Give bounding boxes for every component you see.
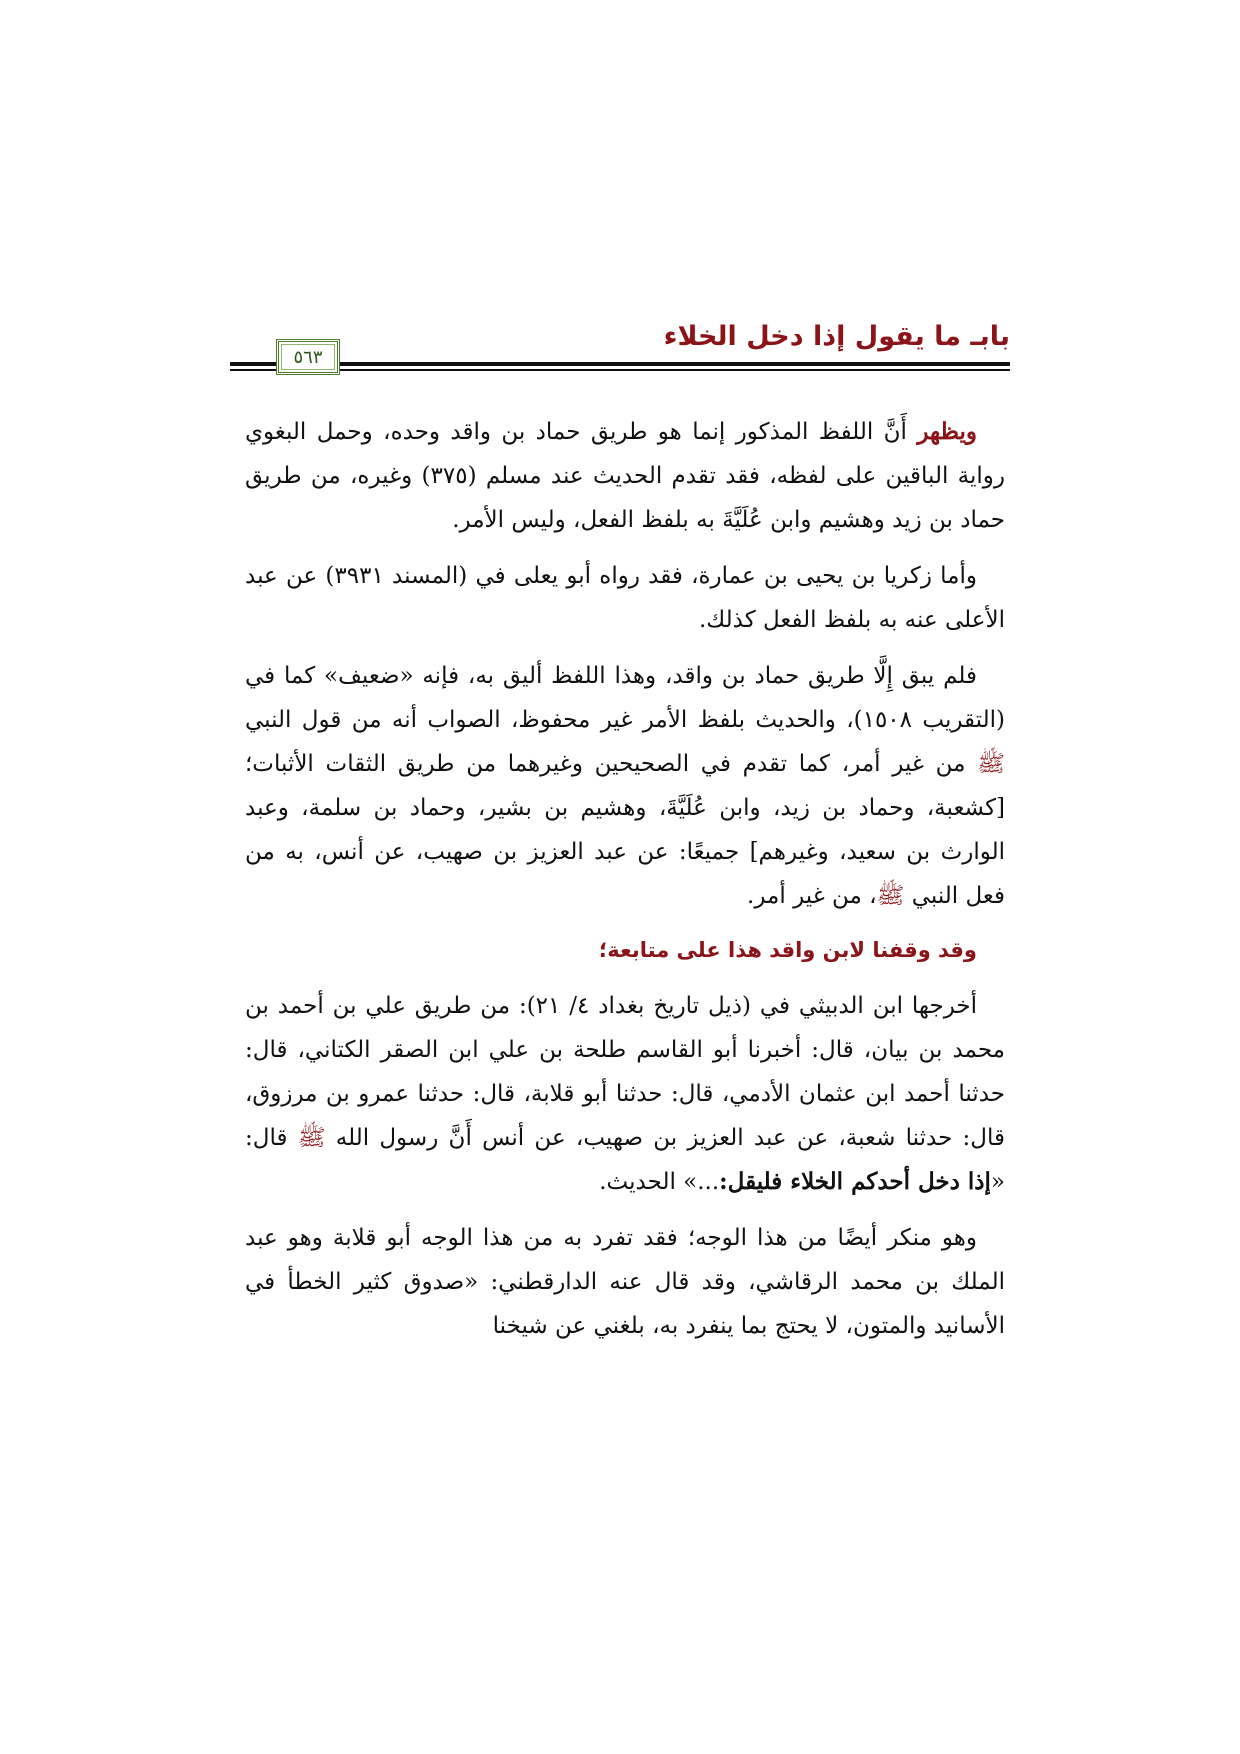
- hadith-quote: إذا دخل أحدكم الخلاء فليقل:: [719, 1168, 991, 1195]
- paragraph-3-text-b: من غير أمر، كما تقدم في الصحيحين وغيرهما من طريق الثقات الأثبات؛ [كشعبة، وحماد بن زيد، وابن عُلَيَّةَ، وهشيم بن بشير، وحماد بن سلمة، وعبد الوارث بن سعيد، وغيرهم] جميعًا: عن عبد العزيز بن صهيب، عن أنس، به من فعل النبي: [245, 751, 1005, 909]
- paragraph-2-text: وأما زكريا بن يحيى بن عمارة، فقد رواه أبو يعلى في (المسند ٣٩٣١) عن عبد الأعلى عنه به بلفظ الفعل كذلك.: [245, 563, 1005, 633]
- paragraph-lead-word: ويظهر: [917, 418, 977, 445]
- chapter-title: بابـ ما يقول إذا دخل الخلاء: [663, 321, 1010, 352]
- paragraph-4-text-b: قال: «: [245, 1125, 1005, 1195]
- salawat-symbol: ﷺ: [977, 751, 1005, 777]
- paragraph-3: [245, 654, 1005, 918]
- header-rule-thin: [230, 369, 1010, 371]
- salawat-symbol: ﷺ: [876, 883, 905, 909]
- page-number: ٥٦٣: [293, 346, 323, 368]
- page-body: [245, 410, 1005, 1360]
- paragraph-5: [245, 1216, 1005, 1348]
- paragraph-4: [245, 984, 1005, 1204]
- paragraph-4-text-c: ...» الحديث.: [599, 1169, 720, 1195]
- page-number-frame: [276, 339, 340, 375]
- paragraph-2: [245, 554, 1005, 642]
- paragraph-5-text: وهو منكر أيضًا من هذا الوجه؛ فقد تفرد به من هذا الوجه أبو قلابة وهو عبد الملك بن محمد الرقاشي، وقد قال عنه الدارقطني: «صدوق كثير الخطأ في الأسانيد والمتون، لا يحتج بما ينفرد به، بلغني عن شيخنا: [245, 1225, 1005, 1339]
- paragraph-3-text-a: فلم يبق إِلَّا طريق حماد بن واقد، وهذا اللفظ أليق به، فإنه «ضعيف» كما في (التقريب ١٥٠٨)، والحديث بلفظ الأمر غير محفوظ، الصواب أنه من قول النبي: [245, 663, 1005, 733]
- paragraph-1: [245, 410, 1005, 542]
- paragraph-1-text: أَنَّ اللفظ المذكور إنما هو طريق حماد بن واقد وحده، وحمل البغوي رواية الباقين على لفظه، فقد تقدم الحديث عند مسلم (٣٧٥) وغيره، من طريق حماد بن زيد وهشيم وابن عُلَيَّةَ به بلفظ الفعل، وليس الأمر.: [245, 419, 1005, 533]
- paragraph-4-text-a: أخرجها ابن الدبيثي في (ذيل تاريخ بغداد ٤/ ٢١): من طريق علي بن أحمد بن محمد بن بيان، قال: أخبرنا أبو القاسم طلحة بن علي ابن الصقر الكتاني، قال: حدثنا أحمد ابن عثمان الأدمي، قال: حدثنا أبو قلابة، قال: حدثنا عمرو بن مرزوق، قال: حدثنا شعبة، عن عبد العزيز بن صهيب، عن أنس أَنَّ رسول الله: [245, 993, 1005, 1151]
- page-header: [230, 318, 1010, 378]
- paragraph-3-text-c: ، من غير أمر.: [747, 883, 877, 909]
- salawat-symbol: ﷺ: [297, 1125, 326, 1151]
- section-heading: وقد وقفنا لابن واقد هذا على متابعة؛: [598, 938, 977, 962]
- header-rule-thick: [230, 362, 1010, 366]
